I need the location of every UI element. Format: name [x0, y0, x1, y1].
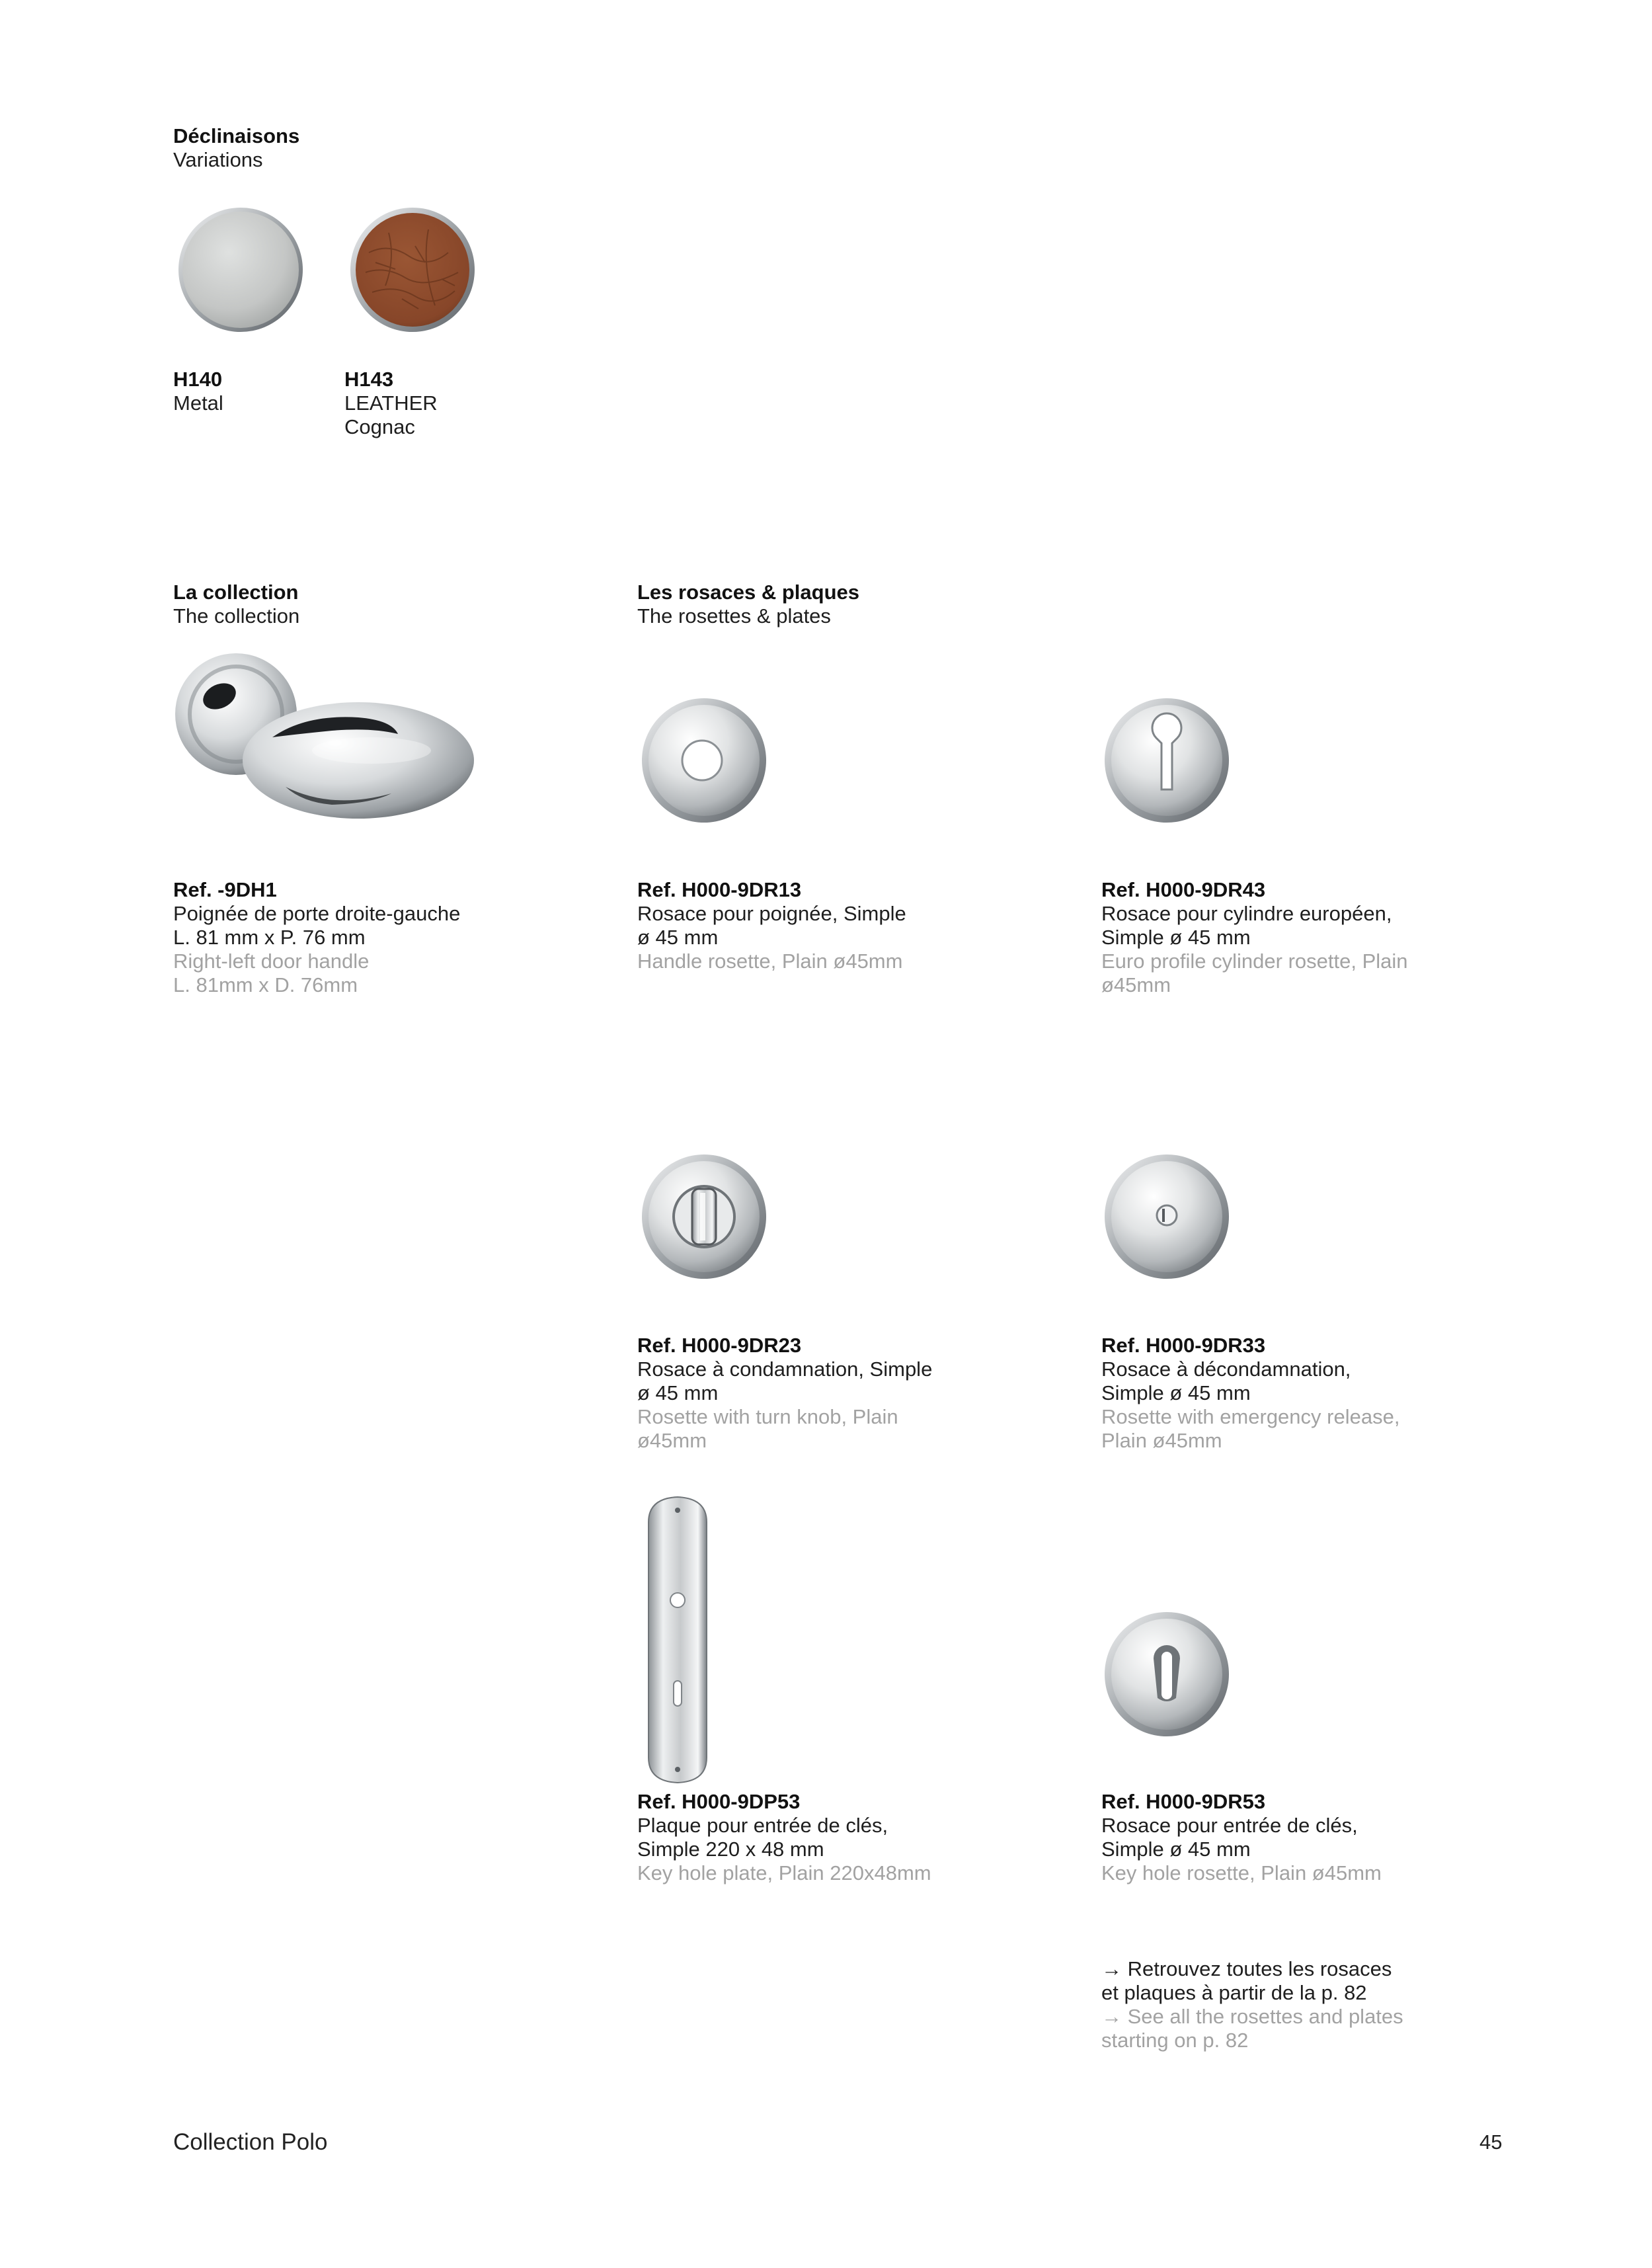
- product-ref: Ref. H000-9DR53: [1101, 1790, 1266, 1813]
- rosettes-heading-fr: Les rosaces & plaques: [637, 581, 859, 604]
- product-desc-fr: Rosace pour cylindre européen,: [1101, 902, 1392, 925]
- turn-knob-rosette-icon: [641, 1153, 767, 1280]
- product-desc-fr: Rosace pour poignée, Simple: [637, 902, 906, 925]
- variations-heading-en: Variations: [173, 148, 263, 171]
- product-desc-en: Right-left door handle: [173, 950, 370, 973]
- door-knob-icon: [173, 651, 477, 827]
- cylinder-rosette-icon: [1103, 697, 1230, 824]
- key-hole-plate-icon: [643, 1496, 712, 1784]
- product-desc-en: ø45mm: [1101, 973, 1171, 996]
- see-all-link-en[interactable]: starting on p. 82: [1101, 2029, 1249, 2052]
- product-desc-en: Plain ø45mm: [1101, 1429, 1222, 1452]
- product-ref: Ref. H000-9DR43: [1101, 878, 1266, 901]
- product-desc-fr: ø 45 mm: [637, 1381, 719, 1404]
- collection-heading-fr: La collection: [173, 581, 299, 604]
- rosettes-heading-en: The rosettes & plates: [637, 604, 831, 628]
- handle-rosette-icon: [641, 697, 767, 824]
- emergency-release-rosette-icon: [1103, 1153, 1230, 1280]
- product-desc-fr: Rosace à condamnation, Simple: [637, 1357, 933, 1381]
- product-desc-fr: Simple ø 45 mm: [1101, 1838, 1251, 1861]
- product-desc-en: Euro profile cylinder rosette, Plain: [1101, 950, 1408, 973]
- product-desc-en: Handle rosette, Plain ø45mm: [637, 950, 903, 973]
- product-desc-en: ø45mm: [637, 1429, 707, 1452]
- product-desc-fr: Rosace à décondamnation,: [1101, 1357, 1351, 1381]
- see-all-link-fr[interactable]: et plaques à partir de la p. 82: [1101, 1981, 1367, 2004]
- product-desc-fr: Poignée de porte droite-gauche: [173, 902, 461, 925]
- see-all-link-en[interactable]: → See all the rosettes and plates: [1101, 2005, 1403, 2028]
- variation-code: H140: [173, 368, 223, 391]
- key-hole-rosette-icon: [1103, 1611, 1230, 1738]
- product-desc-fr: Simple ø 45 mm: [1101, 926, 1251, 949]
- variation-desc: LEATHER: [344, 391, 438, 415]
- product-desc-fr: L. 81 mm x P. 76 mm: [173, 926, 366, 949]
- product-desc-fr: Rosace pour entrée de clés,: [1101, 1814, 1358, 1837]
- footer-collection-title: Collection Polo: [173, 2129, 328, 2155]
- product-desc-en: L. 81mm x D. 76mm: [173, 973, 358, 996]
- see-all-link-fr[interactable]: → Retrouvez toutes les rosaces: [1101, 1957, 1392, 1980]
- leather-swatch-icon: [349, 206, 476, 333]
- product-desc-en: Rosette with emergency release,: [1101, 1405, 1400, 1428]
- variation-desc: Cognac: [344, 415, 415, 438]
- product-desc-fr: Simple 220 x 48 mm: [637, 1838, 824, 1861]
- product-ref: Ref. H000-9DR23: [637, 1334, 802, 1357]
- product-desc-fr: ø 45 mm: [637, 926, 719, 949]
- product-ref: Ref. H000-9DR13: [637, 878, 802, 901]
- product-desc-en: Rosette with turn knob, Plain: [637, 1405, 898, 1428]
- product-ref: Ref. H000-9DR33: [1101, 1334, 1266, 1357]
- product-ref: Ref. -9DH1: [173, 878, 277, 901]
- collection-heading-en: The collection: [173, 604, 300, 628]
- variation-desc: Metal: [173, 391, 223, 415]
- metal-swatch-icon: [177, 206, 304, 333]
- variation-code: H143: [344, 368, 394, 391]
- product-desc-fr: Simple ø 45 mm: [1101, 1381, 1251, 1404]
- page-number: 45: [1479, 2130, 1503, 2154]
- product-desc-fr: Plaque pour entrée de clés,: [637, 1814, 888, 1837]
- product-desc-en: Key hole rosette, Plain ø45mm: [1101, 1861, 1382, 1884]
- variations-heading-fr: Déclinaisons: [173, 124, 300, 147]
- product-ref: Ref. H000-9DP53: [637, 1790, 801, 1813]
- product-desc-en: Key hole plate, Plain 220x48mm: [637, 1861, 931, 1884]
